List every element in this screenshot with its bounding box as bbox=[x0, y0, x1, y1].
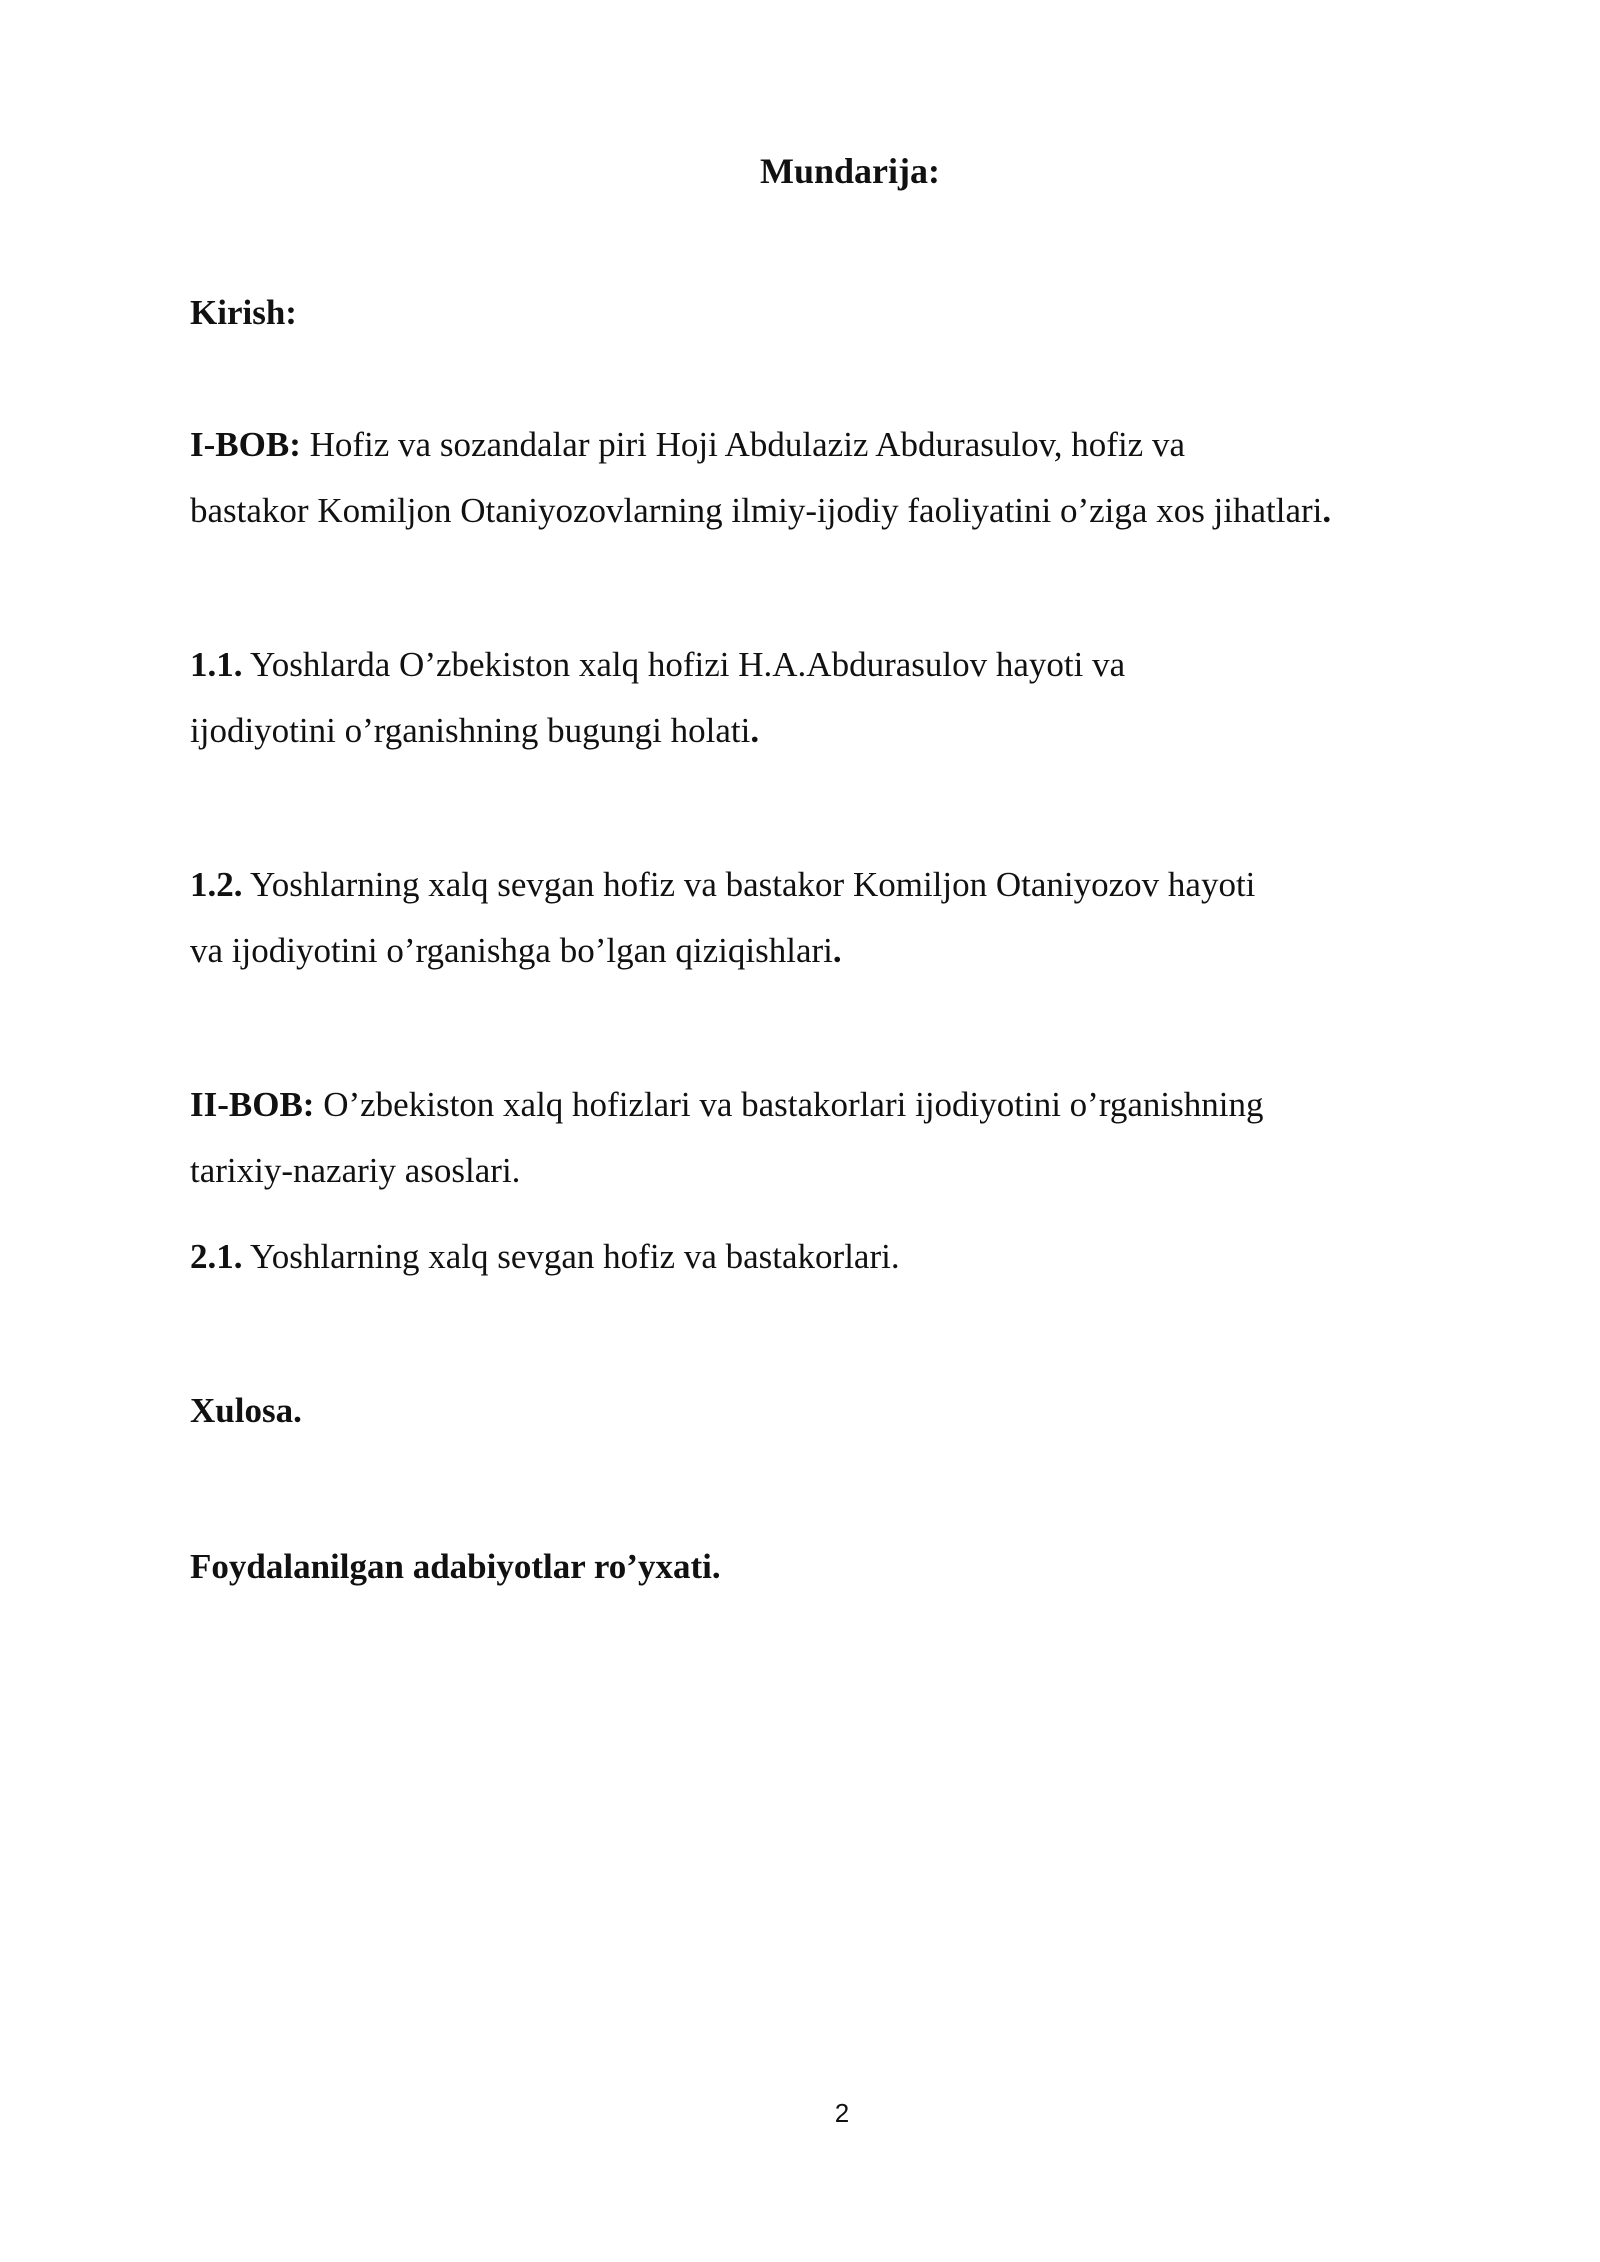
toc-entry-label: 1.1. bbox=[190, 645, 243, 684]
toc-entry-line bbox=[190, 1138, 1440, 1204]
toc-entry-label: Xulosa. bbox=[190, 1391, 302, 1430]
toc-entry-line bbox=[190, 918, 1440, 984]
toc-entry-chapter-1 bbox=[190, 412, 1440, 544]
toc-entry-section-2-1 bbox=[190, 1224, 1440, 1290]
toc-entry-text: va ijodiyotini o’rganishga bo’lgan qiziqishlari bbox=[190, 931, 833, 970]
page-number: 2 bbox=[834, 2098, 850, 2128]
toc-entry-section-1-1 bbox=[190, 632, 1440, 764]
toc-entry-text: O’zbekiston xalq hofizlari va bastakorlari ijodiyotini o’rganishning bbox=[314, 1085, 1264, 1124]
toc-entry-line bbox=[190, 632, 1440, 698]
toc-entry-line bbox=[190, 698, 1440, 764]
toc-entry-chapter-2 bbox=[190, 1072, 1440, 1204]
toc-entry-text: ijodiyotini o’rganishning bugungi holati bbox=[190, 711, 751, 750]
toc-entry-label: 2.1. bbox=[190, 1237, 243, 1276]
toc-entry-section-1-2 bbox=[190, 852, 1440, 984]
toc-entry-end: . bbox=[832, 931, 842, 970]
toc-entry-references bbox=[190, 1534, 1440, 1600]
toc-entry-text: Yoshlarning xalq sevgan hofiz va bastakorlari. bbox=[242, 1237, 900, 1276]
toc-entry-line bbox=[190, 1224, 1440, 1290]
toc-entry-line bbox=[190, 280, 1440, 346]
toc-entry-label: II-BOB: bbox=[190, 1085, 315, 1124]
page-title: Mundarija: bbox=[760, 151, 940, 191]
toc-entry-line bbox=[190, 852, 1440, 918]
toc-entry-text: Yoshlarning xalq sevgan hofiz va bastakor Komiljon Otaniyozov hayoti bbox=[242, 865, 1256, 904]
toc-entry-line bbox=[190, 1378, 1440, 1444]
toc-entry-label: Foydalanilgan adabiyotlar ro’yxati bbox=[190, 1547, 712, 1586]
toc-entry-end: . bbox=[750, 711, 760, 750]
toc-entry-conclusion bbox=[190, 1378, 1440, 1444]
toc-entry-label: I-BOB: bbox=[190, 425, 301, 464]
toc-entry-line bbox=[190, 1534, 1440, 1600]
toc-entry-text: Yoshlarda O’zbekiston xalq hofizi H.A.Abdurasulov hayoti va bbox=[242, 645, 1126, 684]
toc-entry-label: 1.2. bbox=[190, 865, 243, 904]
toc-entry-text: Hofiz va sozandalar piri Hoji Abdulaziz Abdurasulov, hofiz va bbox=[300, 425, 1186, 464]
toc-entry-text: bastakor Komiljon Otaniyozovlarning ilmiy-ijodiy faoliyatini o’ziga xos jihatlari bbox=[190, 491, 1323, 530]
toc-entry-end: . bbox=[711, 1547, 721, 1586]
toc-entry-text: tarixiy-nazariy asoslari. bbox=[190, 1151, 521, 1190]
toc-entry-line bbox=[190, 478, 1440, 544]
toc-entry-end: . bbox=[1322, 491, 1332, 530]
toc-entry-introduction bbox=[190, 280, 1440, 346]
toc-entry-line bbox=[190, 1072, 1440, 1138]
toc-entry-label: Kirish: bbox=[190, 293, 297, 332]
toc-entry-line bbox=[190, 412, 1440, 478]
